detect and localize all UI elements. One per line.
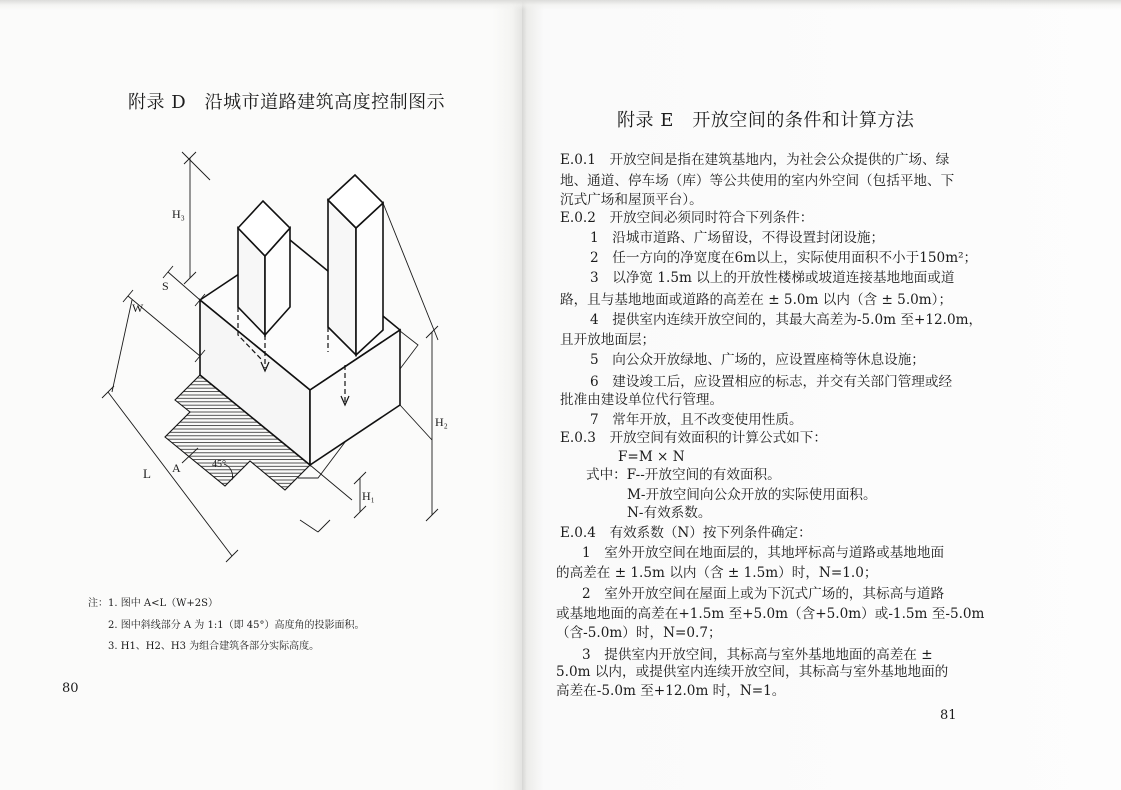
condition-item-5: 5 向公众开放绿地、广场的，应设置座椅等休息设施； bbox=[590, 352, 925, 368]
s-dimension-line bbox=[163, 266, 205, 306]
note-3: 3. H1、H2、H3 为组合建筑各部分实际高度。 bbox=[108, 641, 320, 652]
clause-text-line: 5.0m 以内，或提供室内连续开放空间，其标高与室外基地地面的 bbox=[556, 664, 949, 680]
formula-definition-m: M-开放空间向公众开放的实际使用面积。 bbox=[627, 487, 877, 503]
w-extension-line bbox=[112, 300, 132, 392]
page-number-right: 81 bbox=[940, 708, 957, 723]
clause-text-line: 地、通道、停车场（库）等公共使用的室内外空间（包括平地、下 bbox=[560, 173, 955, 189]
left-page bbox=[0, 0, 522, 790]
clause-text-line: 沉式广场和屋顶平台）。 bbox=[560, 192, 703, 208]
clause-e-0-4-line: E.0.4 有效系数（N）按下列条件确定： bbox=[560, 525, 812, 541]
clause-text-line: 且开放地面层； bbox=[560, 332, 656, 348]
coefficient-item-2: 2 室外开放空间在屋面上或为下沉式广场的，其标高与道路 bbox=[582, 586, 945, 602]
h2-label: H₂ bbox=[435, 415, 448, 429]
condition-item-3: 3 以净宽 1.5m 以上的开放性楼梯或坡道连接基地地面或道 bbox=[590, 270, 955, 286]
clause-text-line: 高差在-5.0m 至+12.0m 时，N=1。 bbox=[556, 683, 786, 699]
a-label: A bbox=[172, 461, 181, 475]
appendix-d-title: 附录 D 沿城市道路建筑高度控制图示 bbox=[128, 92, 446, 113]
formula-definition-n: N-有效系数。 bbox=[627, 505, 712, 521]
formula-definition-f: 式中：F--开放空间的有效面积。 bbox=[586, 467, 781, 483]
clause-text-line: 的高差在 ± 1.5m 以内（含 ± 1.5m）时，N=1.0； bbox=[556, 565, 878, 581]
h2-extension-line bbox=[383, 203, 438, 340]
clause-e-0-1-line: E.0.1 开放空间是指在建筑基地内，为社会公众提供的广场、绿 bbox=[560, 152, 950, 168]
formula: F=M × N bbox=[618, 449, 685, 465]
clause-text-line: 批准由建设单位代行管理。 bbox=[560, 392, 724, 408]
appendix-e-title: 附录 E 开放空间的条件和计算方法 bbox=[617, 110, 915, 131]
note-1: 注：1. 图中 A<L（W+2S） bbox=[88, 598, 219, 609]
h3-label: H₃ bbox=[172, 207, 185, 221]
clause-text-line: 或基地地面的高差在+1.5m 至+5.0m（含+5.0m）或-1.5m 至-5.0m bbox=[556, 606, 985, 622]
note-2: 2. 图中斜线部分 A 为 1:1（即 45°）高度角的投影面积。 bbox=[108, 620, 365, 631]
s-label: S bbox=[162, 279, 169, 293]
right-page bbox=[522, 0, 1121, 790]
angle-label: 45° bbox=[212, 459, 226, 470]
coefficient-item-1: 1 室外开放空间在地面层的，其地坪标高与道路或基地地面 bbox=[582, 545, 945, 561]
condition-item-2: 2 任一方向的净宽度在6m以上，实际使用面积不小于150m²； bbox=[590, 250, 978, 266]
clause-text-line: （含-5.0m）时，N=0.7； bbox=[556, 625, 722, 641]
clause-e-0-3-line: E.0.3 开放空间有效面积的计算公式如下： bbox=[560, 430, 827, 446]
right-tower-right-face bbox=[356, 203, 383, 355]
w-label: W bbox=[132, 301, 144, 315]
condition-item-7: 7 常年开放，且不改变使用性质。 bbox=[590, 412, 803, 428]
page-number-left: 80 bbox=[62, 681, 79, 696]
page-top-shading bbox=[0, 0, 522, 10]
clause-text-line: 路，且与基地地面或道路的高差在 ± 5.0m 以内（含 ± 5.0m）； bbox=[560, 292, 953, 308]
page-top-shading bbox=[522, 0, 1121, 10]
condition-item-1: 1 沿城市道路、广场留设，不得设置封闭设施； bbox=[590, 230, 885, 246]
condition-item-6: 6 建设竣工后，应设置相应的标志，并交有关部门管理或经 bbox=[590, 374, 953, 390]
coefficient-item-3: 3 提供室内开放空间，其标高与室外基地地面的高差在 ± bbox=[582, 647, 933, 663]
h3-tick-marks bbox=[182, 152, 210, 284]
condition-item-4: 4 提供室内连续开放空间的，其最大高差为-5.0m 至+12.0m， bbox=[590, 312, 983, 328]
l-label: L bbox=[143, 466, 151, 481]
building-height-control-diagram bbox=[90, 140, 450, 570]
clause-e-0-2-line: E.0.2 开放空间必须同时符合下列条件： bbox=[560, 210, 814, 226]
h1-label: H₁ bbox=[362, 489, 375, 503]
